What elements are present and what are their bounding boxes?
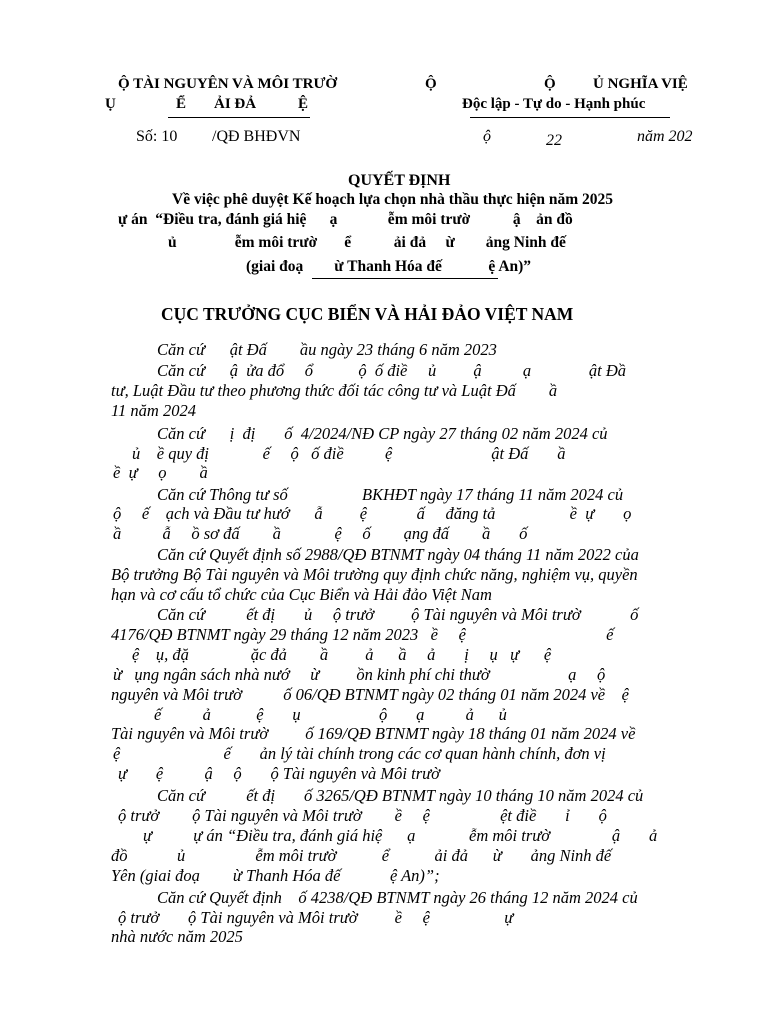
body-line-5: Căn cứ ị đị ố 4/2024/NĐ CP ngày 27 tháng 02 năm 2024 củ [157,424,608,443]
decision-subject-line2: ự án “Điều tra, đánh giá hiệ ạ ễm môi trườ ậ ản đồ [118,211,573,228]
body-line-20: Tài nguyên và Môi trườ ố 169/QĐ BTNMT ngày 18 tháng 01 năm 2024 về [111,724,636,743]
body-line-30: nhà nước năm 2025 [111,927,243,946]
body-line-13: hạn và cơ cấu tổ chức của Cục Biển và Hải đảo Việt Nam [111,585,492,604]
body-line-7: ề ự ọ ầ [113,463,208,482]
title-underline [312,278,498,279]
date-day: 22 [546,132,562,149]
body-line-24: ộ trưở ộ Tài nguyên và Môi trườ ề ệ ệt điề ỉ ộ [118,806,607,825]
decision-number-suffix: /QĐ BHĐVN [212,128,301,145]
decision-number-label: Số: 10 [136,128,178,145]
motto-fragment-a: Ộ [425,76,437,92]
decision-subject-line3: ủ ễm môi trườ ể ải đả ừ ảng Ninh đế [168,234,566,251]
body-line-1: Căn cứ ật Đấ ầu ngày 23 tháng 6 năm 2023 [157,340,497,359]
body-line-6: ủ ề quy đị ế ộ ố điề ệ ật Đấ ầ [132,444,566,463]
body-line-18: nguyên và Môi trườ ố 06/QĐ BTNMT ngày 02 tháng 01 năm 2024 về ệ [111,685,629,704]
date-fragment: ộ [483,128,491,145]
body-line-16: ệ ụ, đặ ặc đả ầ ả ầ ả ị ụ ự ệ [132,645,552,664]
body-line-27: Yên (giai đoạ ừ Thanh Hóa đế ệ An)”; [111,866,440,885]
decision-subject-line4: (giai đoạ ừ Thanh Hóa đế ệ An)” [246,258,532,275]
body-line-19: ế ả ệ ụ ộ ạ ả ủ [154,705,507,724]
date-year: năm 202 [637,128,693,145]
agency-short-c: ẢI ĐẢ [214,96,257,112]
body-line-26: đồ ủ ễm môi trườ ể ải đả ừ ảng Ninh đế [111,846,612,865]
body-line-21: ệ ế ản lý tài chính trong các cơ quan hành chính, đơn vị [113,744,606,763]
body-line-10: ầ ẫ ồ sơ đấ ầ ệ ố ạng đấ ầ ố [113,524,528,543]
decision-subject-line1: Về việc phê duyệt Kế hoạch lựa chọn nhà thầu thực hiện năm 2025 [172,191,614,208]
body-line-17: ừ ụng ngân sách nhà nướ ừ ồn kinh phí chi thườ ạ ộ [113,665,606,684]
agency-short-d: Ệ [298,96,309,112]
body-line-25: ự ự án “Điều tra, đánh giá hiệ ạ ễm môi trườ ậ ả [143,826,658,845]
decision-heading: QUYẾT ĐỊNH [348,172,451,189]
body-line-12: Bộ trưởng Bộ Tài nguyên và Môi trường quy định chức năng, nghiệm vụ, quyền [111,565,638,584]
body-line-4: 11 năm 2024 [111,401,196,420]
ministry-name: Ộ TÀI NGUYÊN VÀ MÔI TRƯỜ [118,76,338,92]
header-left-underline [168,117,310,118]
body-line-2: Căn cứ ậ ửa đổ ổ ộ ố điề ủ ậ ạ ật Đầ [157,361,626,380]
body-line-28: Căn cứ Quyết định ố 4238/QĐ BTNMT ngày 26 tháng 12 năm 2024 củ [157,888,638,907]
national-motto: Độc lập - Tự do - Hạnh phúc [462,96,646,112]
agency-short-a: Ụ [105,96,116,112]
body-line-11: Căn cứ Quyết định số 2988/QĐ BTNMT ngày 04 tháng 11 năm 2022 của [157,545,639,564]
body-line-8: Căn cứ Thông tư số BKHĐT ngày 17 tháng 11 năm 2024 củ [157,485,624,504]
header-right-underline [470,117,670,118]
body-line-29: ộ trưở ộ Tài nguyên và Môi trườ ề ệ ự [118,908,514,927]
body-line-23: Căn cứ ết đị ố 3265/QĐ BTNMT ngày 10 tháng 10 năm 2024 củ [157,786,644,805]
agency-short-b: Ể [176,96,187,112]
country-name: Ủ NGHĨA VIỆ [593,76,688,92]
body-line-22: ự ệ ậ ộ ộ Tài nguyên và Môi trườ [118,764,440,783]
issuing-authority-heading: CỤC TRƯỞNG CỤC BIỂN VÀ HẢI ĐẢO VIỆT NAM [161,304,574,324]
body-line-14: Căn cứ ết đị ủ ộ trưở ộ Tài nguyên và Môi trườ ố [157,605,639,624]
body-line-3: tư, Luật Đầu tư theo phương thức đối tác công tư và Luật Đấ ầ [111,381,558,400]
motto-fragment-b: Ộ [544,76,556,92]
body-line-15: 4176/QĐ BTNMT ngày 29 tháng 12 năm 2023 ề ệ ế [111,625,614,644]
body-line-9: ộ ế ạch và Đầu tư hướ ẫ ệ ấ đăng tả ề ự ọ [113,504,632,523]
